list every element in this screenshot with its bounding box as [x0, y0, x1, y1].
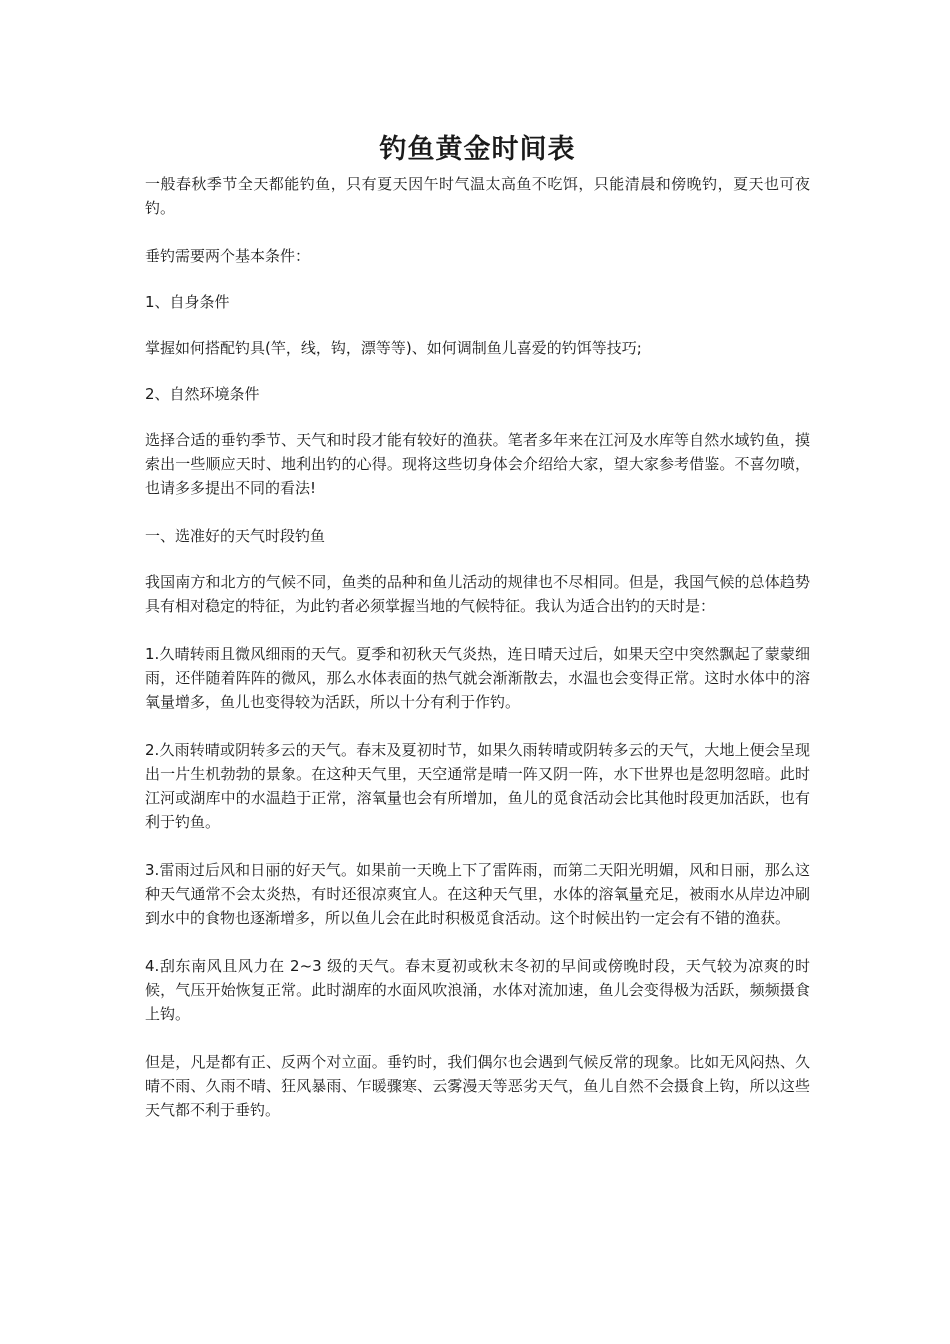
spacer — [145, 714, 810, 738]
spacer — [145, 548, 810, 570]
spacer — [145, 406, 810, 428]
paragraph-bad-weather: 但是，凡是都有正、反两个对立面。垂钓时，我们偶尔也会遇到气候反常的现象。比如无风闷热、久晴不雨、久雨不晴、狂风暴雨、乍暖骤寒、云雾漫天等恶劣天气，鱼儿自然不会摄食上钩，所以这些天气都不利于垂钓。 — [145, 1053, 810, 1119]
paragraph-climate: 我国南方和北方的气候不同，鱼类的品种和鱼儿活动的规律也不尽相同。但是，我国气候的总体趋势具有相对稳定的特征，为此钓者必须掌握当地的气候特征。我认为适合出钓的天时是： — [145, 573, 810, 615]
list-item-1: 1.久晴转雨且微风细雨的天气。夏季和初秋天气炎热，连日晴天过后，如果天空中突然飘起了蒙蒙细雨，还伴随着阵阵的微风，那么水体表面的热气就会渐渐散去，水温也会变得正常。这时水体中的溶氧量增多，鱼儿也变得较为活跃，所以十分有利于作钓。 — [145, 645, 810, 711]
spacer — [145, 618, 810, 642]
paragraph-nature-condition: 2、自然环境条件 — [145, 385, 260, 403]
spacer — [145, 360, 810, 382]
list-item-2: 2.久雨转晴或阴转多云的天气。春末及夏初时节，如果久雨转晴或阴转多云的天气，大地上便会呈现出一片生机勃勃的景象。在这种天气里，天空通常是晴一阵又阴一阵，水下世界也是忽明忽暗。此时江河或湖库中的水温趋于正常，溶氧量也会有所增加，鱼儿的觅食活动会比其他时段更加活跃，也有利于钓鱼。 — [145, 741, 810, 831]
spacer — [145, 834, 810, 858]
spacer — [145, 500, 810, 524]
paragraph-intro: 一般春秋季节全天都能钓鱼，只有夏天因午时气温太高鱼不吃饵，只能清晨和傍晚钓，夏天也可夜钓。 — [145, 175, 810, 217]
spacer — [145, 930, 810, 954]
list-item-3: 3.雷雨过后风和日丽的好天气。如果前一天晚上下了雷阵雨，而第二天阳光明媚，风和日丽，那么这种天气通常不会太炎热，有时还很凉爽宜人。在这种天气里，水体的溶氧量充足，被雨水从岸边冲刷到水中的食物也逐渐增多，所以鱼儿会在此时积极觅食活动。这个时候出钓一定会有不错的渔获。 — [145, 861, 810, 927]
paragraph-choose-season: 选择合适的垂钓季节、天气和时段才能有较好的渔获。笔者多年来在江河及水库等自然水域钓鱼，摸索出一些顺应天时、地利出钓的心得。现将这些切身体会介绍给大家，望大家参考借鉴。不喜勿喷，也请多多提出不同的看法! — [145, 431, 810, 497]
paragraph-self-condition: 1、自身条件 — [145, 293, 230, 311]
document-page — [145, 128, 810, 1122]
paragraph-conditions-heading: 垂钓需要两个基本条件： — [145, 247, 311, 265]
paragraph-gear-skills: 掌握如何搭配钓具(竿，线，钩，漂等等)、如何调制鱼儿喜爱的钓饵等技巧; — [145, 339, 642, 357]
spacer — [145, 268, 810, 290]
spacer — [145, 314, 810, 336]
list-item-4: 4.刮东南风且风力在 2~3 级的天气。春末夏初或秋末冬初的早间或傍晚时段，天气较为凉爽的时候，气压开始恢复正常。此时湖库的水面风吹浪涌，水体对流加速，鱼儿会变得极为活跃，频频摄食上钩。 — [145, 957, 810, 1023]
spacer — [145, 1026, 810, 1050]
document-title: 钓鱼黄金时间表 — [379, 134, 576, 165]
spacer — [145, 220, 810, 244]
section-heading-weather: 一、选准好的天气时段钓鱼 — [145, 527, 326, 545]
